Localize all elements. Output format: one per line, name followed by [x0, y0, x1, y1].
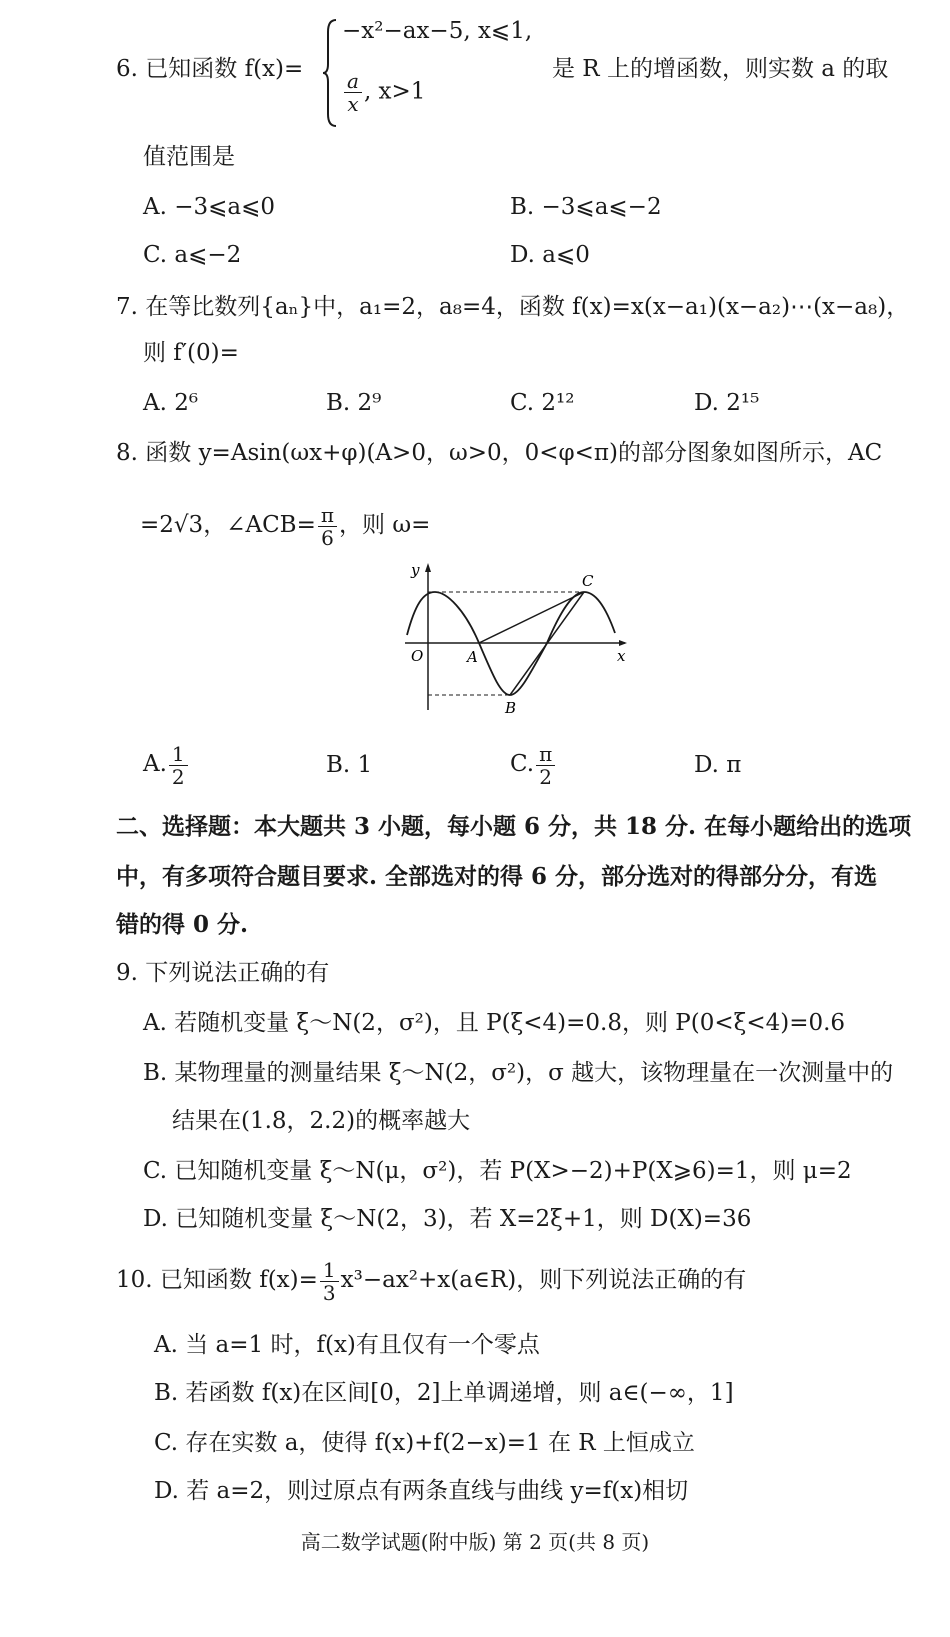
fig-y-label: y [411, 561, 420, 579]
q10-stem-a: 10. 已知函数 f(x)= [116, 1267, 318, 1293]
section2-line1: 二、选择题：本大题共 3 小题，每小题 6 分，共 18 分. 在每小题给出的选项 [116, 813, 912, 840]
page-footer: 高二数学试题(附中版) 第 2 页(共 8 页) [300, 1530, 650, 1554]
q6-stem-prefix: 6. 已知函数 f(x)= [116, 56, 304, 82]
q8-option-a-prefix: A. [143, 751, 167, 777]
q10-option-d: D. 若 a=2，则过原点有两条直线与曲线 y=f(x)相切 [154, 1478, 689, 1504]
q9-option-d: D. 已知随机变量 ξ～N(2，3)，若 X=2ξ+1，则 D(X)=36 [143, 1206, 752, 1232]
q9-stem: 9. 下列说法正确的有 [116, 960, 330, 986]
fig-a-label: A [467, 648, 478, 666]
q8-option-c-fraction [536, 743, 555, 788]
q7-option-a: A. 2⁶ [143, 390, 199, 416]
fig-b-label: B [505, 699, 517, 715]
q8-option-a [143, 738, 190, 790]
q7-stem: 7. 在等比数列{aₙ}中，a₁=2，a₈=4，函数 f(x)=x(x−a₁)(x−a₂)⋯(x−a₈)， [116, 294, 910, 320]
q6-option-c: C. a⩽−2 [143, 242, 242, 268]
q6-piece2-fraction [344, 70, 362, 115]
q6-option-a: A. −3⩽a⩽0 [143, 194, 276, 220]
q9-option-a: A. 若随机变量 ξ～N(2，σ²)，且 P(ξ<4)=0.8，则 P(0<ξ<4)=0.6 [143, 1010, 846, 1036]
q8-option-b: B. 1 [326, 752, 373, 778]
section2-line3: 错的得 0 分. [116, 911, 249, 938]
q8-option-c-num: π [536, 743, 555, 766]
q6-stem-cont: 值范围是 [143, 144, 235, 170]
q10-fraction [320, 1259, 339, 1304]
fig-x-label: x [617, 647, 626, 665]
fig-o-label: O [411, 647, 424, 665]
q8-stem-cont-a: =2√3，∠ACB= [140, 512, 316, 538]
q9-option-c: C. 已知随机变量 ξ～N(μ，σ²)，若 P(X>−2)+P(X⩾6)=1，则 μ=2 [143, 1158, 852, 1184]
q8-stem: 8. 函数 y=Asin(ωx+φ)(A>0，ω>0，0<φ<π)的部分图象如图所示，AC [116, 440, 883, 466]
q8-angle-fraction [318, 504, 337, 549]
q8-option-a-num: 1 [169, 743, 188, 766]
section2-line2: 中，有多项符合题目要求. 全部选对的得 6 分，部分选对的得部分分，有选 [116, 863, 878, 890]
q7-option-b: B. 2⁹ [326, 390, 382, 416]
q8-option-d: D. π [694, 752, 742, 778]
q6-option-b: B. −3⩽a⩽−2 [510, 194, 662, 220]
q8-stem-cont-b: ，则 ω= [339, 512, 431, 538]
q10-frac-den: 3 [322, 1280, 336, 1305]
q10-option-c: C. 存在实数 a，使得 f(x)+f(2−x)=1 在 R 上恒成立 [154, 1430, 695, 1456]
q10-stem [116, 1252, 746, 1308]
q7-option-c: C. 2¹² [510, 390, 575, 416]
q8-sine-figure [395, 555, 640, 715]
q10-option-a: A. 当 a=1 时，f(x)有且仅有一个零点 [154, 1332, 540, 1358]
q6-piece1: −x²−ax−5, x⩽1, [342, 18, 533, 44]
q6-piece2 [342, 70, 425, 115]
q6-stem-suffix: 是 R 上的增函数，则实数 a 的取 [552, 56, 889, 82]
q8-option-a-fraction [169, 743, 188, 788]
q10-stem-b: x³−ax²+x(a∈R)，则下列说法正确的有 [340, 1267, 747, 1293]
q8-frac-den: 6 [321, 525, 334, 550]
q8-stem-cont [140, 500, 430, 550]
segment-ac [479, 592, 584, 643]
q10-frac-num: 1 [320, 1259, 339, 1282]
q7-stem-cont: 则 f′(0)= [143, 340, 239, 366]
x-axis-arrow-icon [619, 640, 627, 646]
q8-option-a-den: 2 [171, 764, 185, 789]
y-axis-arrow-icon [425, 563, 431, 572]
q6-piecewise-brace [322, 18, 338, 128]
q9-option-b-line1: B. 某物理量的测量结果 ξ～N(2，σ²)，σ 越大，该物理量在一次测量中的 [143, 1060, 894, 1086]
q6-frac-num: a [344, 70, 362, 93]
q8-option-c [510, 738, 557, 790]
q8-option-c-prefix: C. [510, 751, 535, 777]
fig-c-label: C [582, 572, 594, 590]
q8-option-c-den: 2 [539, 764, 553, 789]
q10-option-b: B. 若函数 f(x)在区间[0，2]上单调递增，则 a∈(−∞，1] [154, 1380, 734, 1406]
q7-option-d: D. 2¹⁵ [694, 390, 760, 416]
q8-frac-num: π [318, 504, 337, 527]
q6-option-d: D. a⩽0 [510, 242, 590, 268]
q6-frac-den: x [347, 92, 359, 116]
q6-piece2-tail: , x>1 [363, 78, 426, 105]
q9-option-b-line2: 结果在(1.8，2.2)的概率越大 [172, 1108, 471, 1134]
